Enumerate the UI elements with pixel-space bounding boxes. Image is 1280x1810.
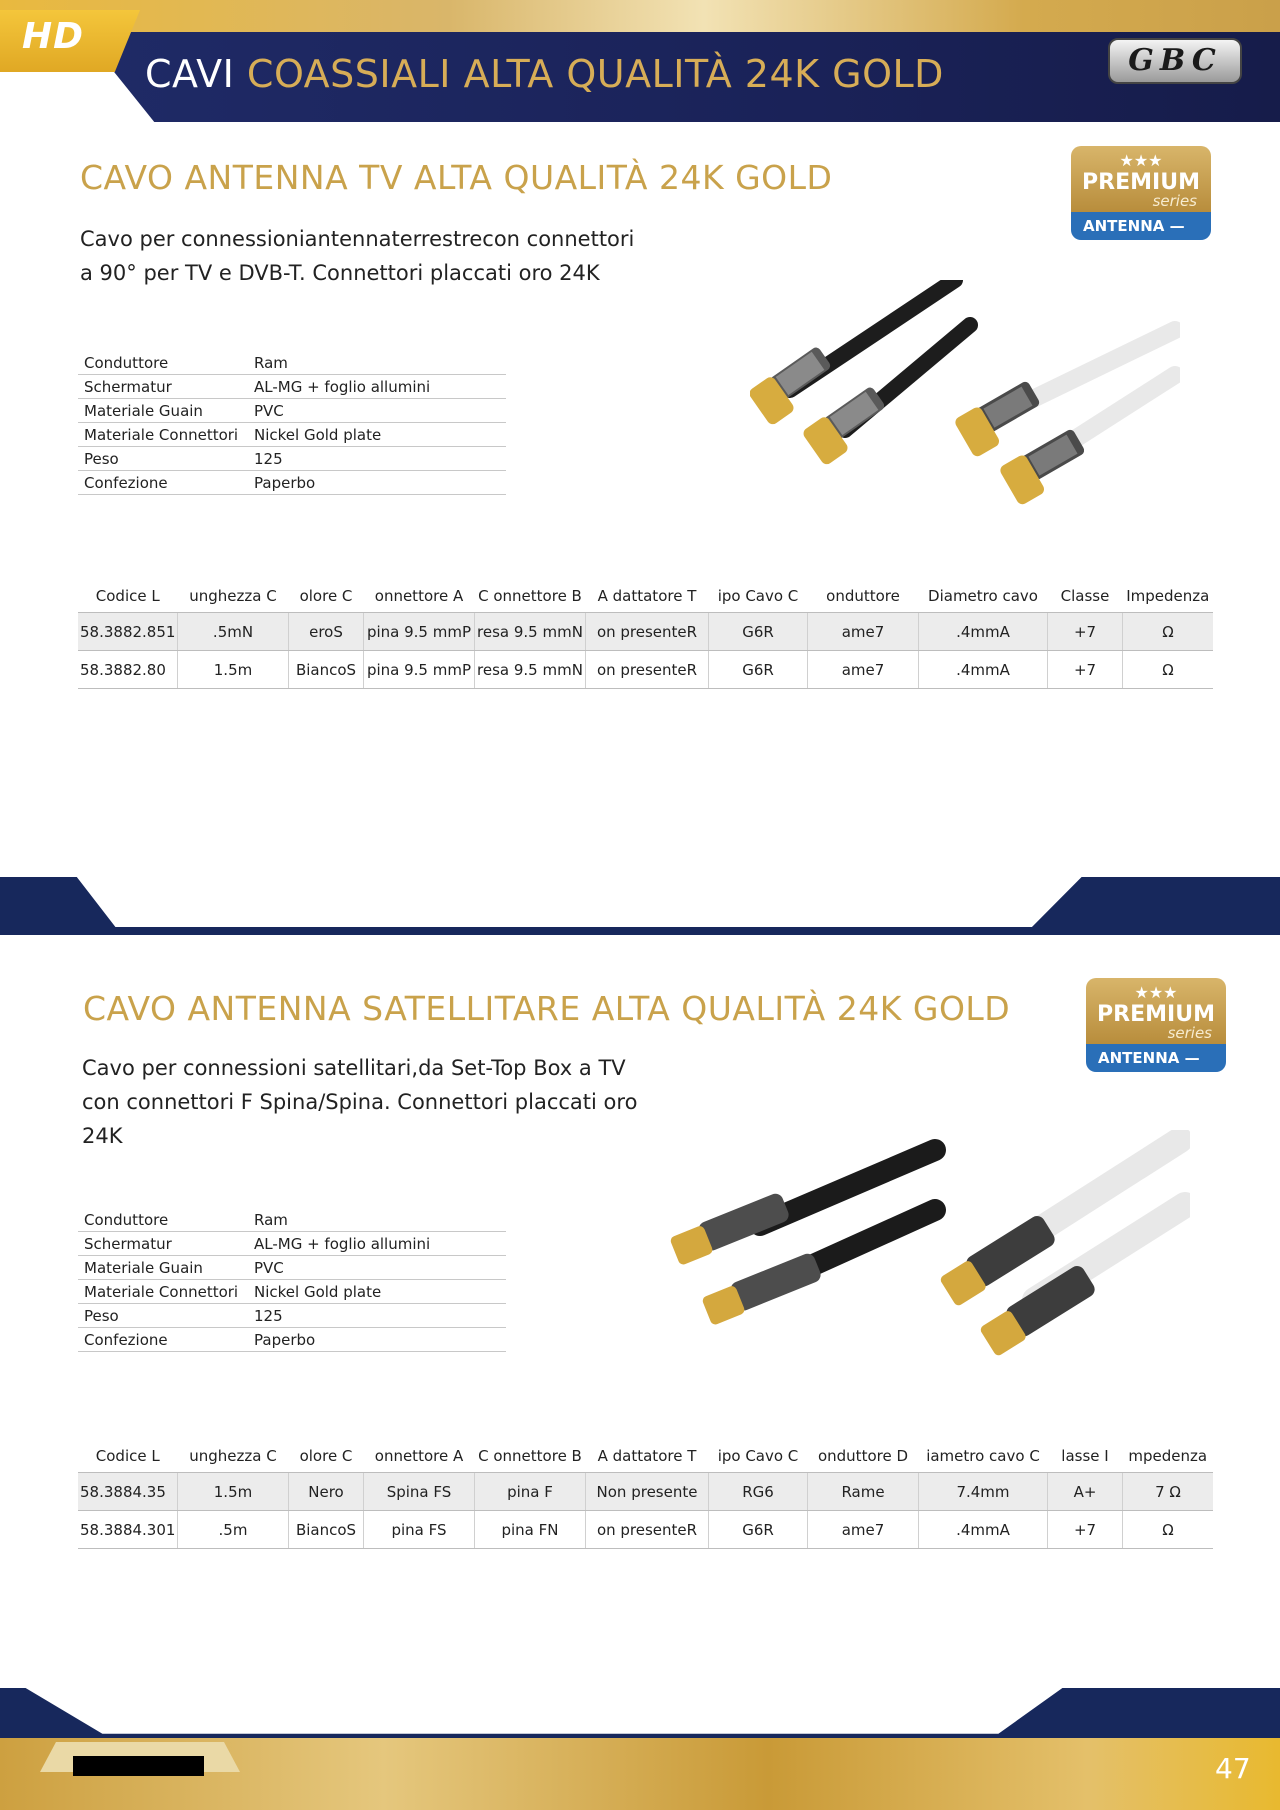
gbc-logo-text: GBC [1128, 43, 1222, 78]
table-cell: +7 [1048, 651, 1123, 689]
table-cell: 58.3882.80 [78, 651, 178, 689]
spec-key: Conduttore [78, 351, 248, 375]
table-row [78, 1511, 1213, 1549]
spec-value: Paperbo [248, 471, 506, 495]
table-cell: .5mN [178, 613, 289, 651]
spec-key: Confezione [78, 471, 248, 495]
table-cell: Spina FS [364, 1473, 475, 1511]
table-cell: 58.3884.35 [78, 1473, 178, 1511]
spec-key: Peso [78, 1304, 248, 1328]
table-cell: +7 [1048, 1511, 1123, 1549]
premium-antenna-badge [1086, 978, 1226, 1073]
table-cell: pina FN [475, 1511, 586, 1549]
spec-value: Ram [248, 351, 506, 375]
spec-row [78, 1232, 506, 1256]
spec-key: Materiale Connettori [78, 1280, 248, 1304]
spec-value: AL-MG + foglio allumini [248, 1232, 506, 1256]
column-header: onduttore D [808, 1440, 919, 1473]
table-cell: .4mmA [919, 1511, 1048, 1549]
spec-value: 125 [248, 1304, 506, 1328]
spec-key: Conduttore [78, 1208, 248, 1232]
spec-value: 125 [248, 447, 506, 471]
spec-row [78, 471, 506, 495]
section-2-description [82, 1051, 682, 1153]
table-cell: 7 Ω [1123, 1473, 1214, 1511]
table-cell: ame7 [808, 651, 919, 689]
table-cell: 58.3882.851 [78, 613, 178, 651]
hd-badge-text: HD [22, 16, 85, 57]
spec-key: Materiale Connettori [78, 423, 248, 447]
table-header-row [78, 1440, 1213, 1473]
page-title-gold: COASSIALI ALTA QUALITÀ 24K GOLD [246, 52, 944, 96]
spec-row [78, 1304, 506, 1328]
section-2-product-table [78, 1440, 1213, 1549]
table-header-row [78, 580, 1213, 613]
badge-stars: ★★★ [1134, 983, 1178, 1002]
column-header: Impedenza [1123, 580, 1214, 613]
table-cell: Ω [1123, 651, 1214, 689]
section-1-product-table [78, 580, 1213, 689]
spec-row [78, 1256, 506, 1280]
spec-key: Materiale Guain [78, 1256, 248, 1280]
header-gold-strip [0, 0, 1280, 36]
table-cell: 1.5m [178, 1473, 289, 1511]
premium-antenna-badge [1071, 146, 1211, 241]
spec-key: Materiale Guain [78, 399, 248, 423]
table-cell: 1.5m [178, 651, 289, 689]
spec-key: Schermatur [78, 375, 248, 399]
badge-series: series [1152, 192, 1197, 210]
badge-antenna: ANTENNA — [1086, 1044, 1226, 1072]
table-cell: Ω [1123, 1511, 1214, 1549]
page-title-white: CAVI [145, 52, 235, 96]
table-cell: resa 9.5 mmN [475, 613, 586, 651]
column-header: onduttore [808, 580, 919, 613]
column-header: onnettore A [364, 580, 475, 613]
spec-key: Confezione [78, 1328, 248, 1352]
spec-row [78, 1328, 506, 1352]
table-row [78, 613, 1213, 651]
page-number: 47 [1215, 1752, 1251, 1785]
column-header: Codice L [78, 1440, 178, 1473]
table-cell: .4mmA [919, 613, 1048, 651]
table-cell: A+ [1048, 1473, 1123, 1511]
section-2-spec-table [78, 1208, 506, 1352]
page-title [145, 52, 944, 96]
section-divider-line [0, 927, 1280, 935]
satellite-cable-image [650, 1130, 1190, 1360]
column-header: lasse I [1048, 1440, 1123, 1473]
table-cell: BiancoS [289, 651, 364, 689]
section-2-desc-line: con connettori F Spina/Spina. Connettori placcati oro [82, 1090, 638, 1114]
table-cell: Rame [808, 1473, 919, 1511]
table-cell: G6R [709, 613, 808, 651]
column-header: Classe [1048, 580, 1123, 613]
table-cell: Ω [1123, 613, 1214, 651]
table-cell: 58.3884.301 [78, 1511, 178, 1549]
section-1-title: CAVO ANTENNA TV ALTA QUALITÀ 24K GOLD [80, 158, 833, 197]
table-cell: 7.4mm [919, 1473, 1048, 1511]
table-cell: G6R [709, 651, 808, 689]
table-cell: pina 9.5 mmP [364, 613, 475, 651]
table-cell: on presenteR [586, 1511, 709, 1549]
spec-value: AL-MG + foglio allumini [248, 375, 506, 399]
redacted-box [73, 1756, 204, 1776]
section-2-title: CAVO ANTENNA SATELLITARE ALTA QUALITÀ 24K GOLD [83, 989, 1011, 1028]
column-header: Diametro cavo [919, 580, 1048, 613]
table-cell: RG6 [709, 1473, 808, 1511]
spec-row [78, 399, 506, 423]
table-cell: Nero [289, 1473, 364, 1511]
badge-premium: PREMIUM [1097, 1002, 1215, 1027]
gbc-logo [1108, 38, 1242, 84]
spec-value: Nickel Gold plate [248, 423, 506, 447]
tv-cable-image [750, 280, 1180, 520]
table-cell: .4mmA [919, 651, 1048, 689]
section-1-desc-line: Cavo per connessioniantennaterrestrecon connettori [80, 227, 635, 251]
section-1-description [80, 222, 680, 290]
table-cell: pina F [475, 1473, 586, 1511]
table-row [78, 651, 1213, 689]
column-header: ipo Cavo C [709, 1440, 808, 1473]
spec-row [78, 1208, 506, 1232]
table-cell: BiancoS [289, 1511, 364, 1549]
spec-row [78, 351, 506, 375]
column-header: olore C [289, 1440, 364, 1473]
spec-value: Ram [248, 1208, 506, 1232]
table-cell: resa 9.5 mmN [475, 651, 586, 689]
badge-antenna: ANTENNA — [1071, 212, 1211, 240]
table-cell: on presenteR [586, 613, 709, 651]
badge-premium: PREMIUM [1082, 170, 1200, 195]
spec-value: PVC [248, 399, 506, 423]
table-cell: on presenteR [586, 651, 709, 689]
column-header: Codice L [78, 580, 178, 613]
column-header: C onnettore B [475, 1440, 586, 1473]
section-2-desc-line: 24K [82, 1124, 123, 1148]
table-cell: ame7 [808, 1511, 919, 1549]
table-cell: +7 [1048, 613, 1123, 651]
table-cell: eroS [289, 613, 364, 651]
column-header: A dattatore T [586, 580, 709, 613]
spec-row [78, 423, 506, 447]
section-1-desc-line: a 90° per TV e DVB-T. Connettori placcati oro 24K [80, 261, 600, 285]
table-cell: Non presente [586, 1473, 709, 1511]
column-header: unghezza C [178, 580, 289, 613]
section-2-desc-line: Cavo per connessioni satellitari,da Set-Top Box a TV [82, 1056, 626, 1080]
badge-series: series [1167, 1024, 1212, 1042]
spec-value: Paperbo [248, 1328, 506, 1352]
column-header: ipo Cavo C [709, 580, 808, 613]
section-1-spec-table [78, 351, 506, 495]
column-header: unghezza C [178, 1440, 289, 1473]
table-cell: .5m [178, 1511, 289, 1549]
column-header: olore C [289, 580, 364, 613]
column-header: A dattatore T [586, 1440, 709, 1473]
spec-value: PVC [248, 1256, 506, 1280]
spec-key: Peso [78, 447, 248, 471]
table-cell: pina 9.5 mmP [364, 651, 475, 689]
table-cell: ame7 [808, 613, 919, 651]
spec-row [78, 375, 506, 399]
spec-key: Schermatur [78, 1232, 248, 1256]
column-header: onnettore A [364, 1440, 475, 1473]
table-row [78, 1473, 1213, 1511]
column-header: C onnettore B [475, 580, 586, 613]
table-cell: pina FS [364, 1511, 475, 1549]
column-header: iametro cavo C [919, 1440, 1048, 1473]
badge-stars: ★★★ [1119, 151, 1163, 170]
spec-value: Nickel Gold plate [248, 1280, 506, 1304]
spec-row [78, 1280, 506, 1304]
spec-row [78, 447, 506, 471]
table-cell: G6R [709, 1511, 808, 1549]
column-header: mpedenza [1123, 1440, 1214, 1473]
